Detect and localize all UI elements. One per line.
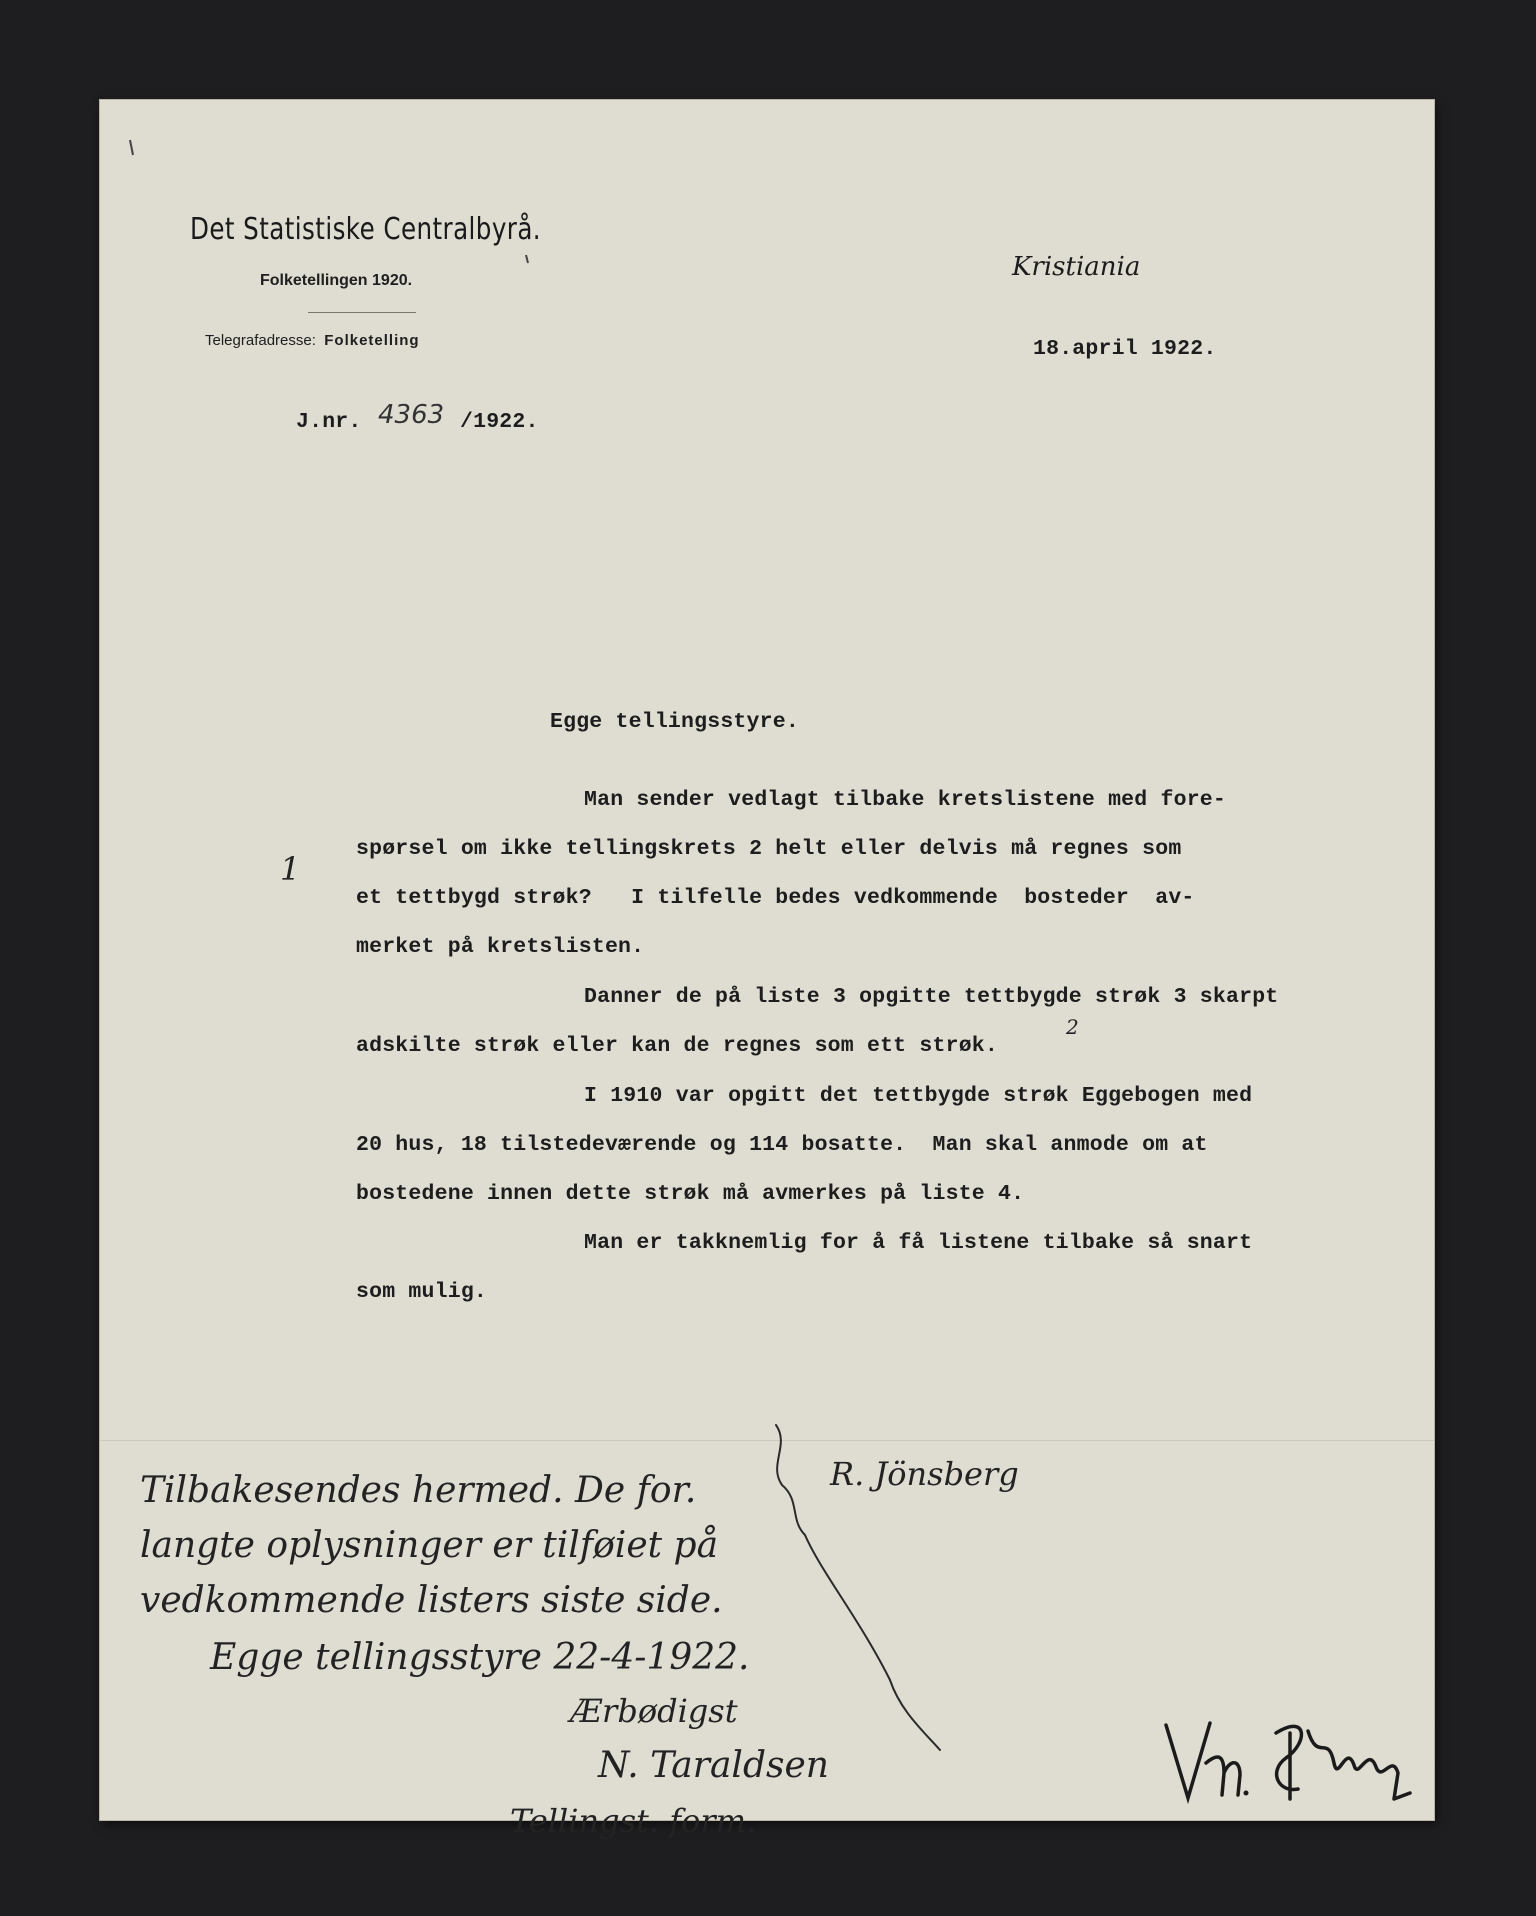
margin-mark-2: 2 [1066, 1015, 1079, 1039]
institution-heading: Det Statistiske Centralbyrå. [190, 212, 542, 247]
reply-line: Egge tellingsstyre 22-4-1922. [210, 1637, 750, 1678]
body-line: bostedene innen dette strøk må avmerkes på liste 4. [356, 1182, 1025, 1206]
paper-fold [100, 1440, 1434, 1441]
place-name: Kristiania [1012, 252, 1141, 282]
body-line: adskilte strøk eller kan de regnes som ett strøk. [356, 1034, 999, 1058]
initials-note: R. Jönsberg [830, 1455, 1019, 1493]
body-line: et tettbygd strøk? I tilfelle bedes vedkommende bosteder av- [356, 886, 1195, 910]
body-line: Danner de på liste 3 opgitte tettbygde strøk 3 skarpt [584, 985, 1279, 1009]
header-divider [308, 312, 416, 313]
letter-date: 18.april 1922. [1033, 337, 1217, 361]
recipient: Egge tellingsstyre. [550, 710, 799, 734]
body-line: Man er takknemlig for å få listene tilbake så snart [584, 1231, 1253, 1255]
signature [1142, 1685, 1402, 1795]
journal-number: 4363 [378, 400, 445, 430]
body-line: I 1910 var opgitt det tettbygde strøk Eggebogen med [584, 1084, 1253, 1108]
body-line: som mulig. [356, 1280, 488, 1304]
reply-line: Ærbødigst [570, 1692, 738, 1730]
body-line: merket på kretslisten. [356, 935, 645, 959]
reply-line: Tilbakesendes hermed. De for. [140, 1470, 697, 1511]
telegram-line [205, 332, 420, 349]
letter-page [100, 100, 1434, 1840]
body-line: 20 hus, 18 tilstedeværende og 114 bosatte. Man skal anmode om at [356, 1133, 1208, 1157]
reply-line: N. Taraldsen [598, 1745, 829, 1786]
margin-mark-1: 1 [280, 850, 301, 888]
reply-line: langte oplysninger er tilføiet på [140, 1525, 719, 1566]
reply-line: Tellingst. form. [510, 1802, 757, 1840]
journal-year: /1922. [460, 410, 539, 434]
body-line: Man sender vedlagt tilbake kretslistene med fore- [584, 788, 1227, 812]
census-subheading: Folketellingen 1920. [260, 272, 413, 289]
journal-prefix: J.nr. [296, 410, 362, 434]
telegram-value: Folketelling [324, 332, 420, 349]
telegram-label: Telegrafadresse: [205, 332, 316, 349]
body-line: spørsel om ikke tellingskrets 2 helt eller delvis må regnes som [356, 837, 1182, 861]
reply-line: vedkommende listers siste side. [140, 1580, 723, 1621]
signature-mark [1158, 1703, 1418, 1813]
